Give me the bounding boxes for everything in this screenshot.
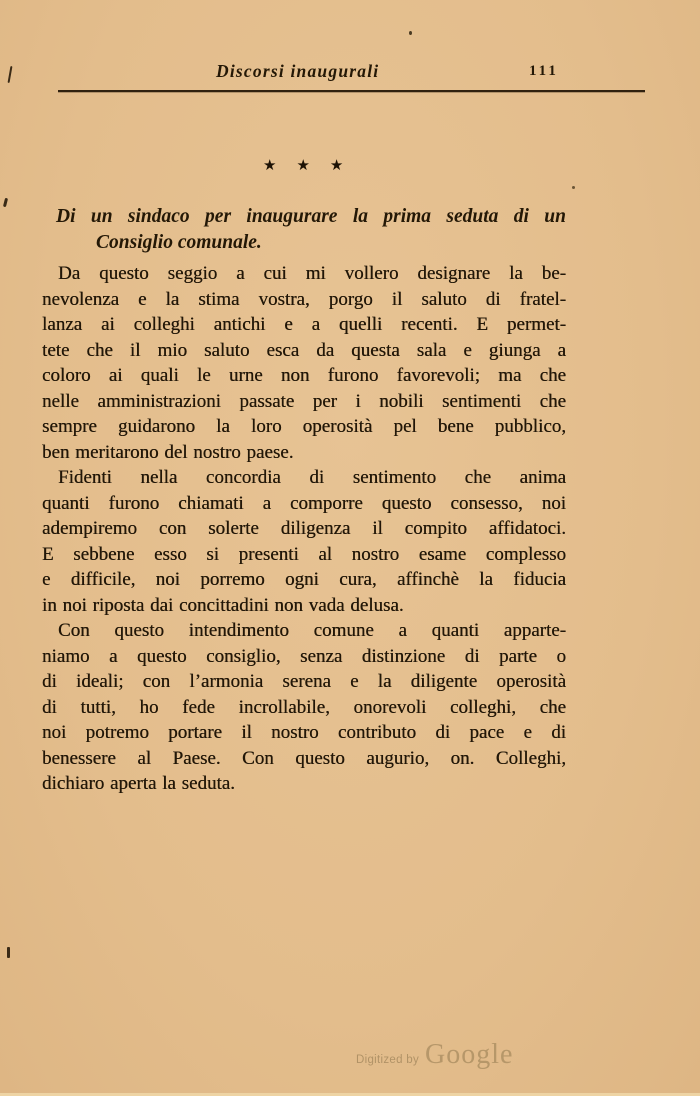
text-line: e difficile, noi porremo ogni cura, affinchè la fiducia <box>42 569 566 590</box>
text-line: in noi riposta dai concittadini non vada delusa. <box>42 594 404 616</box>
speech-paragraph <box>42 465 566 618</box>
section-title-line: Consiglio comunale. <box>96 232 262 253</box>
text-line: tete che il mio saluto esca da questa sala e giunga a <box>42 339 566 361</box>
text-line: nelle amministrazioni passate per i nobili sentimenti che <box>42 390 566 412</box>
text-line: noi potremo portare il nostro contributo di pace e di <box>42 722 566 743</box>
text-line: quanti furono chiamati a comporre questo consesso, noi <box>42 492 566 514</box>
text-line: Fidenti nella concordia di sentimento che anima <box>58 467 566 488</box>
scan-artifact <box>7 947 10 958</box>
text-line: lanza ai colleghi antichi e a quelli recenti. E permet- <box>42 314 566 335</box>
google-logo: Google <box>425 1039 514 1070</box>
text-line: di ideali; con l’armonia serena e la diligente operosità <box>42 671 566 692</box>
speech-paragraph <box>42 261 566 465</box>
text-line: Con questo intendimento comune a quanti apparte- <box>58 620 566 641</box>
text-line: adempiremo con solerte diligenza il compito affidatoci. <box>42 518 566 539</box>
section-title <box>42 204 566 256</box>
section-ornament <box>263 156 343 175</box>
star-icon: ★ <box>329 158 344 174</box>
scan-artifact <box>8 66 13 83</box>
page-number: 111 <box>529 63 559 79</box>
scan-artifact <box>3 198 8 207</box>
watermark-prefix: Digitized by <box>356 1054 420 1066</box>
text-line: ben meritarono del nostro paese. <box>42 441 294 463</box>
text-line: E sebbene esso si presenti al nostro esame complesso <box>42 543 566 565</box>
speech-paragraph <box>42 618 566 797</box>
google-watermark <box>356 1039 513 1071</box>
text-line: sempre guidarono la loro operosità pel bene pubblico, <box>42 416 566 437</box>
text-line: benessere al Paese. Con questo augurio, on. Colleghi, <box>42 747 566 769</box>
scan-artifact <box>409 31 412 35</box>
star-icon: ★ <box>263 158 277 174</box>
text-line: Da questo seggio a cui mi vollero designare la be- <box>58 263 566 284</box>
section-title-line: Di un sindaco per inaugurare la prima seduta di un <box>56 206 566 227</box>
text-line: coloro ai quali le urne non furono favorevoli; ma che <box>42 365 566 386</box>
running-header-title: Discorsi inaugurali <box>216 61 380 81</box>
text-line: nevolenza e la stima vostra, porgo il saluto di fratel- <box>42 288 566 310</box>
star-icon: ★ <box>296 158 310 174</box>
text-line: di tutti, ho fede incrollabile, onorevoli colleghi, che <box>42 696 566 718</box>
header-rule <box>58 90 645 92</box>
text-line: niamo a questo consiglio, senza distinzione di parte o <box>42 645 566 667</box>
scan-artifact <box>572 186 575 189</box>
text-line: dichiaro aperta la seduta. <box>42 773 235 794</box>
speech-body <box>42 261 566 797</box>
